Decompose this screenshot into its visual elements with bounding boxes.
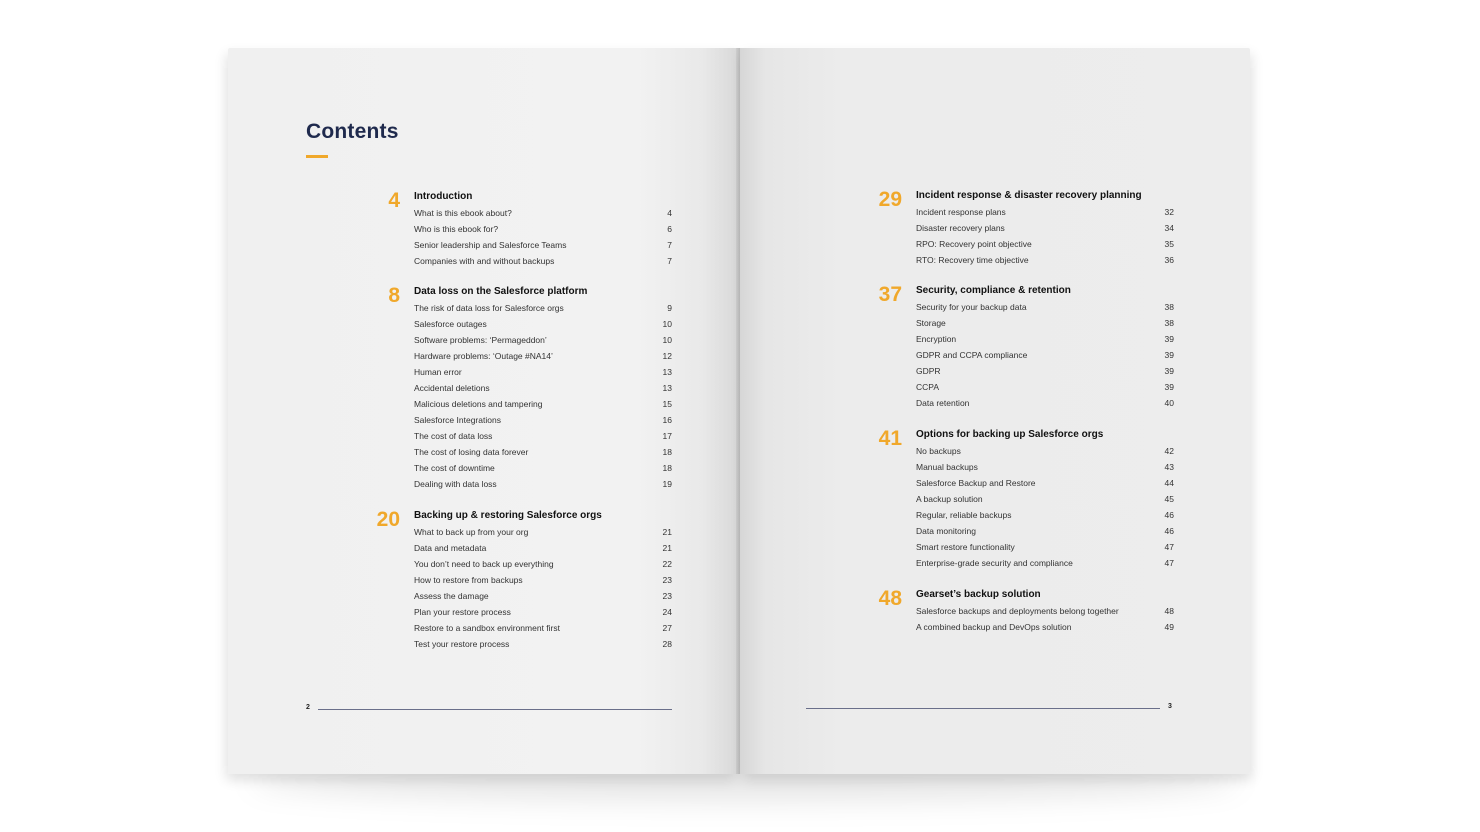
section-title[interactable]: Gearset’s backup solution: [916, 589, 1041, 600]
toc-entry[interactable]: [916, 350, 1174, 364]
toc-entry-label: A combined backup and DevOps solution: [916, 622, 1072, 632]
toc-entry[interactable]: [916, 398, 1174, 412]
toc-entry-label: Salesforce Integrations: [414, 415, 501, 425]
section-number: 20: [376, 508, 400, 531]
toc-entry[interactable]: [916, 526, 1174, 540]
toc-entry[interactable]: [916, 494, 1174, 508]
toc-entry-page-number: 36: [1164, 255, 1174, 265]
toc-entry-label: How to restore from backups: [414, 575, 523, 585]
toc-entry-page-number: 13: [662, 383, 672, 393]
toc-entry-label: The cost of data loss: [414, 431, 493, 441]
toc-entry-page-number: 47: [1164, 542, 1174, 552]
section-title[interactable]: Introduction: [414, 191, 473, 202]
toc-entry[interactable]: [916, 334, 1174, 348]
toc-entry-page-number: 19: [662, 479, 672, 489]
toc-entry-page-number: 39: [1164, 334, 1174, 344]
toc-entry-page-number: 34: [1164, 223, 1174, 233]
toc-entry-label: RPO: Recovery point objective: [916, 239, 1032, 249]
toc-entry-label: Manual backups: [916, 462, 978, 472]
toc-entry-label: Senior leadership and Salesforce Teams: [414, 240, 567, 250]
toc-entry-label: Companies with and without backups: [414, 256, 555, 266]
toc-entry-label: Salesforce Backup and Restore: [916, 478, 1036, 488]
toc-entry[interactable]: [414, 463, 672, 477]
toc-entry-label: Data and metadata: [414, 543, 487, 553]
right-page: [740, 48, 1250, 774]
toc-entry-label: You don’t need to back up everything: [414, 559, 554, 569]
toc-entry-page-number: 23: [662, 575, 672, 585]
toc-entry-page-number: 21: [662, 543, 672, 553]
toc-entry[interactable]: [414, 623, 672, 637]
toc-entry-page-number: 7: [667, 240, 672, 250]
toc-entry-page-number: 38: [1164, 302, 1174, 312]
toc-entry[interactable]: [916, 606, 1174, 620]
toc-entry[interactable]: [916, 318, 1174, 332]
section-number: 37: [878, 283, 902, 306]
toc-entry-page-number: 7: [667, 256, 672, 266]
toc-entry-page-number: 39: [1164, 382, 1174, 392]
toc-entry[interactable]: [414, 447, 672, 461]
toc-entry[interactable]: [916, 255, 1174, 269]
toc-entry[interactable]: [916, 302, 1174, 316]
toc-entry[interactable]: [414, 351, 672, 365]
toc-entry-label: Who is this ebook for?: [414, 224, 499, 234]
toc-entry-page-number: 39: [1164, 366, 1174, 376]
toc-entry-page-number: 15: [662, 399, 672, 409]
page-number-right: 3: [1168, 703, 1172, 710]
section-number: 48: [878, 587, 902, 610]
toc-entry-label: Data monitoring: [916, 526, 977, 536]
toc-entry-page-number: 13: [662, 367, 672, 377]
toc-entry-page-number: 16: [662, 415, 672, 425]
toc-entry[interactable]: [916, 542, 1174, 556]
toc-entry[interactable]: [916, 366, 1174, 380]
toc-entry-page-number: 22: [662, 559, 672, 569]
section-number: 8: [388, 284, 400, 307]
toc-entry-page-number: 9: [667, 303, 672, 313]
toc-entry-page-number: 47: [1164, 558, 1174, 568]
toc-entry-label: No backups: [916, 446, 961, 456]
page-title: Contents: [306, 120, 399, 143]
toc-entry[interactable]: [414, 543, 672, 557]
toc-entry-page-number: 40: [1164, 398, 1174, 408]
toc-entry-page-number: 38: [1164, 318, 1174, 328]
toc-entry-page-number: 49: [1164, 622, 1174, 632]
footer-rule-right: [806, 708, 1160, 709]
toc-entry-label: Software problems: ‘Permageddon’: [414, 335, 547, 345]
toc-entry[interactable]: [414, 224, 672, 238]
section-number: 41: [878, 427, 902, 450]
section-number: 29: [878, 188, 902, 211]
toc-entry[interactable]: [414, 575, 672, 589]
toc-entry-label: Regular, reliable backups: [916, 510, 1012, 520]
toc-entry-page-number: 45: [1164, 494, 1174, 504]
toc-entry-label: RTO: Recovery time objective: [916, 255, 1029, 265]
toc-entry[interactable]: [414, 399, 672, 413]
toc-entry[interactable]: [414, 431, 672, 445]
toc-entry-label: Disaster recovery plans: [916, 223, 1005, 233]
toc-entry-label: Human error: [414, 367, 462, 377]
toc-entry-label: CCPA: [916, 382, 939, 392]
toc-entry-label: Hardware problems: ‘Outage #NA14’: [414, 351, 553, 361]
toc-entry[interactable]: [414, 591, 672, 605]
toc-entry-label: Test your restore process: [414, 639, 510, 649]
section-title[interactable]: Security, compliance & retention: [916, 285, 1071, 296]
toc-entry[interactable]: [916, 478, 1174, 492]
toc-entry[interactable]: [414, 303, 672, 317]
section-title[interactable]: Backing up & restoring Salesforce orgs: [414, 510, 602, 521]
toc-entry-page-number: 4: [667, 208, 672, 218]
toc-entry[interactable]: [414, 208, 672, 222]
toc-entry[interactable]: [414, 559, 672, 573]
section-title[interactable]: Incident response & disaster recovery planning: [916, 190, 1142, 201]
toc-entry-label: Assess the damage: [414, 591, 489, 601]
toc-entry-label: The cost of downtime: [414, 463, 495, 473]
toc-entry[interactable]: [916, 223, 1174, 237]
toc-entry[interactable]: [414, 383, 672, 397]
toc-entry[interactable]: [916, 382, 1174, 396]
toc-entry-page-number: 18: [662, 463, 672, 473]
toc-entry-page-number: 23: [662, 591, 672, 601]
page-number-left: 2: [306, 704, 310, 711]
toc-entry-label: Data retention: [916, 398, 970, 408]
toc-entry-label: Enterprise-grade security and compliance: [916, 558, 1073, 568]
toc-entry[interactable]: [414, 240, 672, 254]
section-title[interactable]: Data loss on the Salesforce platform: [414, 286, 588, 297]
toc-entry-page-number: 46: [1164, 510, 1174, 520]
title-underline: [306, 155, 328, 158]
section-title[interactable]: Options for backing up Salesforce orgs: [916, 429, 1104, 440]
toc-entry-label: Accidental deletions: [414, 383, 490, 393]
toc-entry-label: Plan your restore process: [414, 607, 511, 617]
toc-entry-page-number: 10: [662, 335, 672, 345]
toc-entry[interactable]: [414, 367, 672, 381]
toc-entry-page-number: 12: [662, 351, 672, 361]
toc-entry-label: What is this ebook about?: [414, 208, 512, 218]
toc-entry-page-number: 39: [1164, 350, 1174, 360]
toc-entry-page-number: 6: [667, 224, 672, 234]
toc-entry-label: GDPR and CCPA compliance: [916, 350, 1028, 360]
toc-entry[interactable]: [414, 479, 672, 493]
toc-entry[interactable]: [916, 622, 1174, 636]
toc-entry-label: Smart restore functionality: [916, 542, 1015, 552]
toc-entry[interactable]: [916, 510, 1174, 524]
toc-entry[interactable]: [916, 462, 1174, 476]
toc-entry[interactable]: [916, 446, 1174, 460]
toc-entry-label: Security for your backup data: [916, 302, 1027, 312]
toc-entry[interactable]: [414, 607, 672, 621]
toc-entry-page-number: 18: [662, 447, 672, 457]
toc-entry-label: GDPR: [916, 366, 941, 376]
toc-entry[interactable]: [414, 639, 672, 653]
toc-entry-page-number: 28: [662, 639, 672, 649]
toc-entry[interactable]: [916, 207, 1174, 221]
toc-entry-page-number: 24: [662, 607, 672, 617]
toc-entry-label: Malicious deletions and tampering: [414, 399, 543, 409]
toc-entry-page-number: 10: [662, 319, 672, 329]
footer-rule-left: [318, 709, 672, 710]
toc-entry-page-number: 32: [1164, 207, 1174, 217]
toc-entry-page-number: 43: [1164, 462, 1174, 472]
toc-entry-page-number: 35: [1164, 239, 1174, 249]
toc-entry-label: Encryption: [916, 334, 957, 344]
left-page: [228, 48, 738, 774]
toc-entry[interactable]: [414, 527, 672, 541]
toc-entry-label: Incident response plans: [916, 207, 1006, 217]
toc-entry-label: The cost of losing data forever: [414, 447, 529, 457]
toc-entry[interactable]: [414, 335, 672, 349]
toc-entry-page-number: 17: [662, 431, 672, 441]
toc-entry-label: Salesforce outages: [414, 319, 487, 329]
toc-entry[interactable]: [916, 239, 1174, 253]
toc-entry-page-number: 48: [1164, 606, 1174, 616]
toc-entry-label: Salesforce backups and deployments belong together: [916, 606, 1119, 616]
section-number: 4: [388, 189, 400, 212]
toc-entry-page-number: 27: [662, 623, 672, 633]
toc-entry-label: Storage: [916, 318, 946, 328]
toc-entry-label: A backup solution: [916, 494, 983, 504]
toc-entry-label: Dealing with data loss: [414, 479, 497, 489]
toc-entry[interactable]: [414, 415, 672, 429]
toc-entry-page-number: 46: [1164, 526, 1174, 536]
toc-entry[interactable]: [916, 558, 1174, 572]
toc-entry-label: Restore to a sandbox environment first: [414, 623, 560, 633]
toc-entry[interactable]: [414, 256, 672, 270]
toc-entry[interactable]: [414, 319, 672, 333]
toc-entry-label: The risk of data loss for Salesforce orgs: [414, 303, 564, 313]
toc-entry-page-number: 44: [1164, 478, 1174, 488]
toc-entry-label: What to back up from your org: [414, 527, 529, 537]
toc-entry-page-number: 21: [662, 527, 672, 537]
toc-entry-page-number: 42: [1164, 446, 1174, 456]
